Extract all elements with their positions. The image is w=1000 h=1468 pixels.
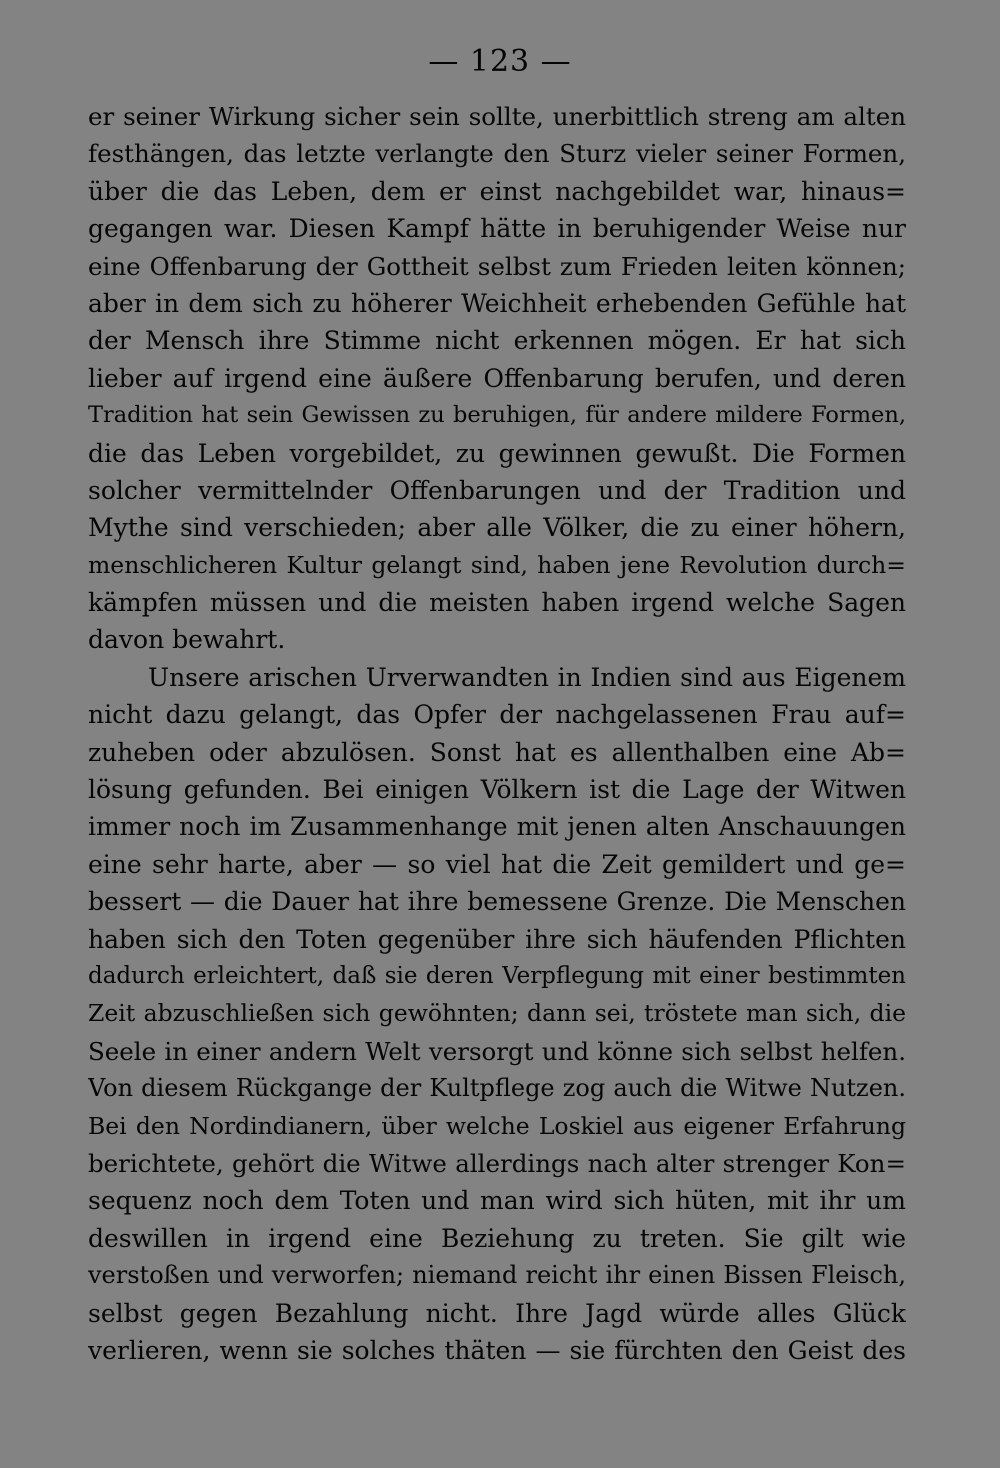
text-line: Mythe sind verschieden; aber alle Völker, die zu einer höhern,: [88, 513, 906, 543]
text-line: davon bewahrt.: [88, 625, 286, 655]
text-line: gegangen war. Diesen Kampf hätte in beruhigender Weise nur: [88, 214, 906, 244]
text-line: bessert — die Dauer hat ihre bemessene Grenze. Die Menschen: [88, 887, 906, 917]
text-line: die das Leben vorgebildet, zu gewinnen gewußt. Die Formen: [88, 438, 906, 468]
text-line: sequenz noch dem Toten und man wird sich hüten, mit ihr um: [88, 1186, 906, 1216]
text-line: verstoßen und verworfen; niemand reicht ihr einen Bissen Fleisch,: [88, 1261, 906, 1290]
body-text: [88, 98, 906, 1369]
text-line: über die das Leben, dem er einst nachgebildet war, hinaus=: [88, 176, 906, 206]
text-line: er seiner Wirkung sicher sein sollte, unerbittlich streng am alten: [88, 102, 906, 131]
text-line: Zeit abzuschließen sich gewöhnten; dann sei, tröstete man sich, die: [88, 999, 906, 1028]
text-line: berichtete, gehört die Witwe allerdings nach alter strenger Kon=: [88, 1148, 906, 1178]
text-line: haben sich den Toten gegenüber ihre sich häufenden Pflichten: [88, 924, 906, 954]
text-line: aber in dem sich zu höherer Weichheit erhebenden Gefühle hat: [88, 288, 906, 318]
text-line: menschlicheren Kultur gelangt sind, haben jene Revolution durch=: [88, 550, 906, 579]
text-line: Seele in einer andern Welt versorgt und könne sich selbst helfen.: [88, 1036, 906, 1066]
text-line: immer noch im Zusammenhange mit jenen alten Anschauungen: [88, 812, 906, 842]
text-line: der Mensch ihre Stimme nicht erkennen mögen. Er hat sich: [88, 326, 906, 356]
text-line: eine Offenbarung der Gottheit selbst zum Frieden leiten können;: [88, 251, 906, 281]
text-line: solcher vermittelnder Offenbarungen und der Tradition und: [88, 475, 906, 505]
text-line: dadurch erleichtert, daß sie deren Verpflegung mit einer bestimmten: [88, 962, 906, 989]
text-line: festhängen, das letzte verlangte den Sturz vieler seiner Formen,: [88, 139, 906, 169]
text-line: kämpfen müssen und die meisten haben irgend welche Sagen: [88, 588, 906, 618]
text-line: zuheben oder abzulösen. Sonst hat es allenthalben eine Ab=: [88, 737, 906, 767]
text-line: Tradition hat sein Gewissen zu beruhigen, für andere mildere Formen,: [88, 402, 906, 429]
text-line: Unsere arischen Urverwandten in Indien sind aus Eigenem: [148, 662, 906, 692]
text-line: Von diesem Rückgange der Kultpflege zog auch die Witwe Nutzen.: [88, 1074, 906, 1103]
text-line: verlieren, wenn sie solches thäten — sie fürchten den Geist des: [88, 1335, 906, 1365]
text-line: nicht dazu gelangt, das Opfer der nachgelassenen Frau auf=: [88, 700, 906, 730]
page-number: — 123 —: [428, 44, 572, 79]
text-line: eine sehr harte, aber — so viel hat die Zeit gemildert und ge=: [88, 849, 906, 879]
text-line: lieber auf irgend eine äußere Offenbarung berufen, und deren: [88, 363, 906, 393]
text-line: selbst gegen Bezahlung nicht. Ihre Jagd würde alles Glück: [88, 1298, 906, 1328]
text-line: Bei den Nordindianern, über welche Loskiel aus eigener Erfahrung: [88, 1111, 906, 1140]
text-line: lösung gefunden. Bei einigen Völkern ist die Lage der Witwen: [88, 775, 906, 805]
text-line: deswillen in irgend eine Beziehung zu treten. Sie gilt wie: [88, 1223, 906, 1253]
